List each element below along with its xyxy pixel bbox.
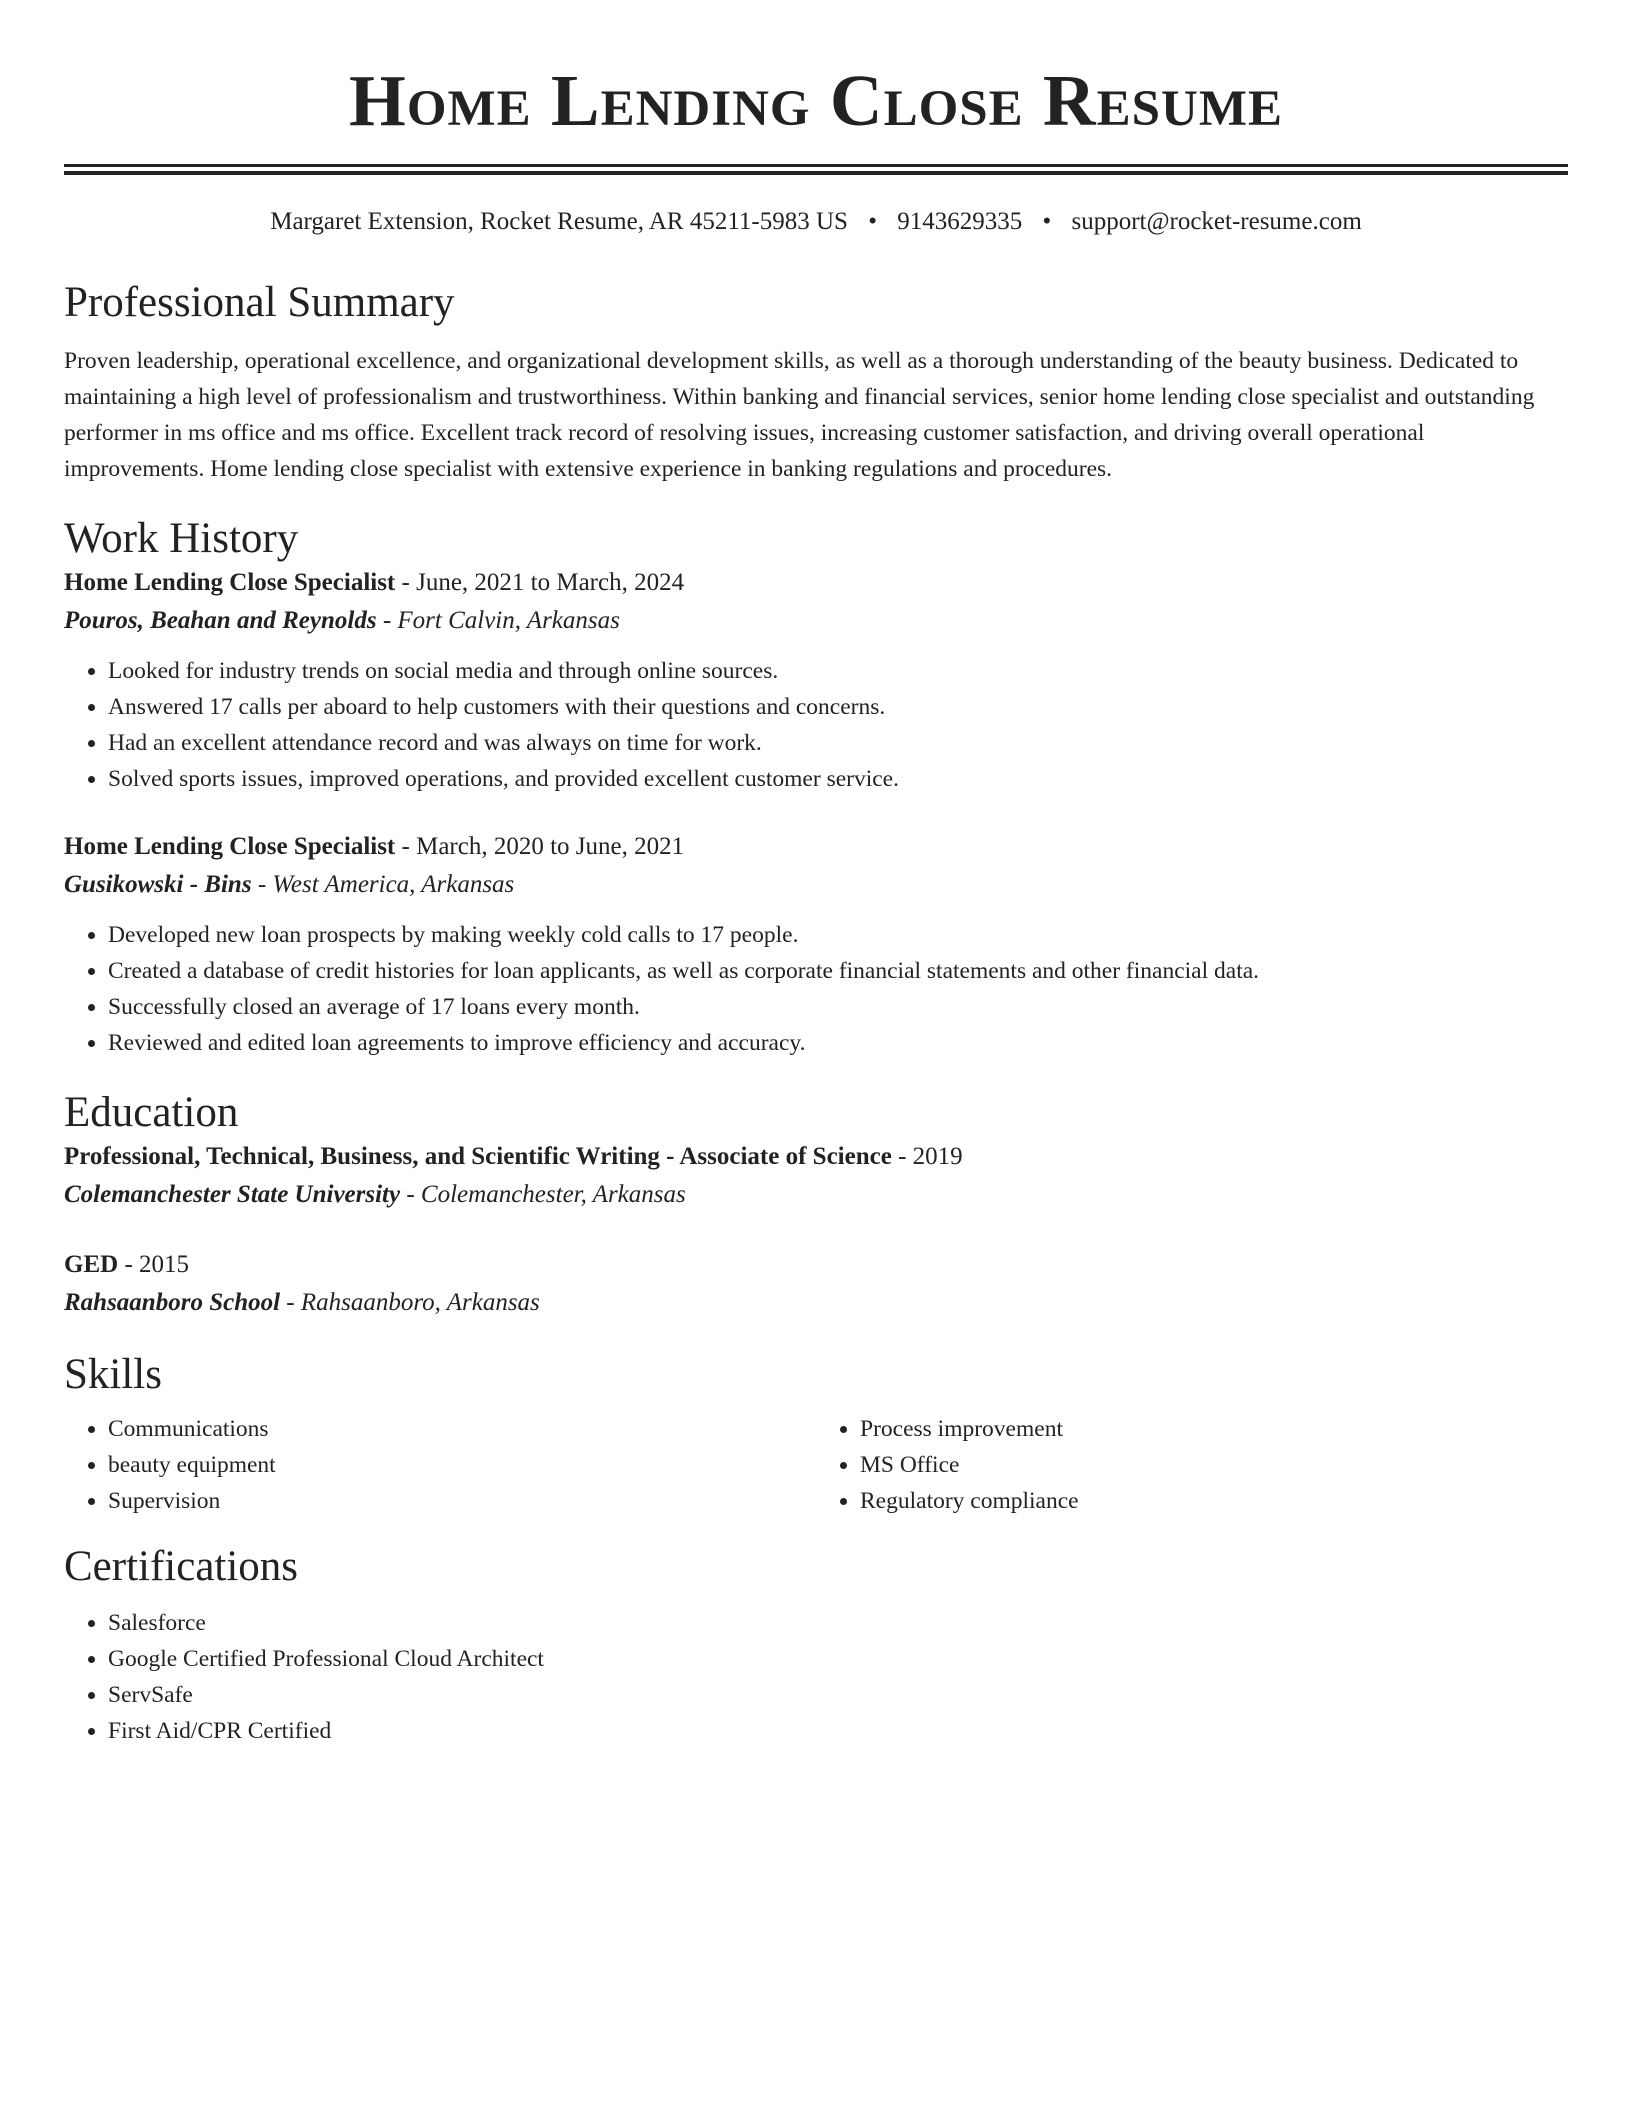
- resume-title: Home Lending Close Resume: [349, 60, 1283, 141]
- education-location: - Colemanchester, Arkansas: [400, 1181, 686, 1208]
- job-bullet: • Looked for industry trends on social media and through online sources.: [108, 653, 1568, 689]
- education-school: Colemanchester State University: [64, 1181, 401, 1208]
- job-dates: - June, 2021 to March, 2024: [395, 569, 685, 596]
- skills-heading: Skills: [64, 1351, 162, 1398]
- skill-item: • MS Office: [860, 1447, 1568, 1483]
- job-bullet: • Solved sports issues, improved operations, and provided excellent customer service.: [108, 761, 1568, 797]
- skills-column-left: [64, 1411, 816, 1519]
- job-bullet: • Developed new loan prospects by making weekly cold calls to 17 people.: [108, 917, 1568, 953]
- summary-text: Proven leadership, operational excellence, and organizational development skills, as well as a thorough understanding of the beauty business. Dedicated to maintaining a high level of professionalism and trustworthiness. Within banking and financial services, senior home lending close specialist and outstanding performer in ms office and ms office. Excellent track record of resolving issues, increasing customer satisfaction, and driving overall operational improvements. Home lending close specialist with extensive experience in banking regulations and procedures.: [64, 348, 1535, 482]
- education-degree: Professional, Technical, Business, and Scientific Writing - Associate of Science: [64, 1143, 892, 1170]
- education-heading: Education: [64, 1089, 239, 1136]
- summary-heading: Professional Summary: [64, 279, 455, 326]
- education-school-line: [64, 1283, 1568, 1323]
- job-bullet: • Had an excellent attendance record and was always on time for work.: [108, 725, 1568, 761]
- job-employer: Gusikowski - Bins: [64, 871, 252, 898]
- job-bullet: • Successfully closed an average of 17 loans every month.: [108, 989, 1568, 1025]
- job-employer: Pouros, Beahan and Reynolds: [64, 607, 377, 634]
- education-year: - 2019: [891, 1143, 963, 1170]
- certification-item: • ServSafe: [108, 1677, 1568, 1713]
- contact-separator: •: [1042, 208, 1052, 235]
- job-bullets: [64, 917, 1568, 1061]
- job-entry: [64, 829, 1568, 1061]
- education-entry: [64, 1139, 1568, 1215]
- certification-item: • Google Certified Professional Cloud Architect: [108, 1641, 1568, 1677]
- skill-item: • Regulatory compliance: [860, 1483, 1568, 1519]
- contact-line: [64, 205, 1568, 239]
- certifications-list: [64, 1605, 1568, 1749]
- job-header: [64, 565, 1568, 601]
- education-year: - 2015: [118, 1251, 190, 1278]
- skill-item: • Process improvement: [860, 1411, 1568, 1447]
- education-header: [64, 1139, 1568, 1175]
- job-dates: - March, 2020 to June, 2021: [395, 833, 685, 860]
- title-divider: [64, 164, 1568, 175]
- education-location: - Rahsaanboro, Arkansas: [280, 1289, 540, 1316]
- job-header: [64, 829, 1568, 865]
- job-location: - Fort Calvin, Arkansas: [376, 607, 620, 634]
- skills-column-right: [816, 1411, 1568, 1519]
- job-bullet: • Answered 17 calls per aboard to help customers with their questions and concerns.: [108, 689, 1568, 725]
- education-header: [64, 1247, 1568, 1283]
- skill-item: • Communications: [108, 1411, 816, 1447]
- contact-separator: •: [868, 208, 877, 235]
- contact-email: support@rocket-resume.com: [1071, 208, 1362, 235]
- job-entry: [64, 565, 1568, 797]
- certification-item: • First Aid/CPR Certified: [108, 1713, 1568, 1749]
- certifications-heading: Certifications: [64, 1543, 299, 1590]
- education-school: Rahsaanboro School: [64, 1289, 281, 1316]
- job-employer-line: [64, 601, 1568, 641]
- certification-item: • Salesforce: [108, 1605, 1568, 1641]
- job-bullet: • Created a database of credit histories for loan applicants, as well as corporate financial statements and other financial data.: [108, 953, 1568, 989]
- education-school-line: [64, 1175, 1568, 1215]
- job-role: Home Lending Close Specialist: [64, 569, 396, 596]
- contact-phone: 9143629335: [897, 208, 1023, 235]
- job-bullets: [64, 653, 1568, 797]
- skills-grid: [64, 1411, 1568, 1519]
- skill-item: • Supervision: [108, 1483, 816, 1519]
- contact-address: Margaret Extension, Rocket Resume, AR 45211-5983 US: [270, 208, 848, 235]
- job-role: Home Lending Close Specialist: [64, 833, 396, 860]
- education-degree: GED: [64, 1251, 119, 1278]
- skill-item: • beauty equipment: [108, 1447, 816, 1483]
- job-location: - West America, Arkansas: [251, 871, 515, 898]
- job-employer-line: [64, 865, 1568, 905]
- job-bullet: • Reviewed and edited loan agreements to improve efficiency and accuracy.: [108, 1025, 1568, 1061]
- work-history-heading: Work History: [64, 515, 299, 562]
- education-entry: [64, 1247, 1568, 1323]
